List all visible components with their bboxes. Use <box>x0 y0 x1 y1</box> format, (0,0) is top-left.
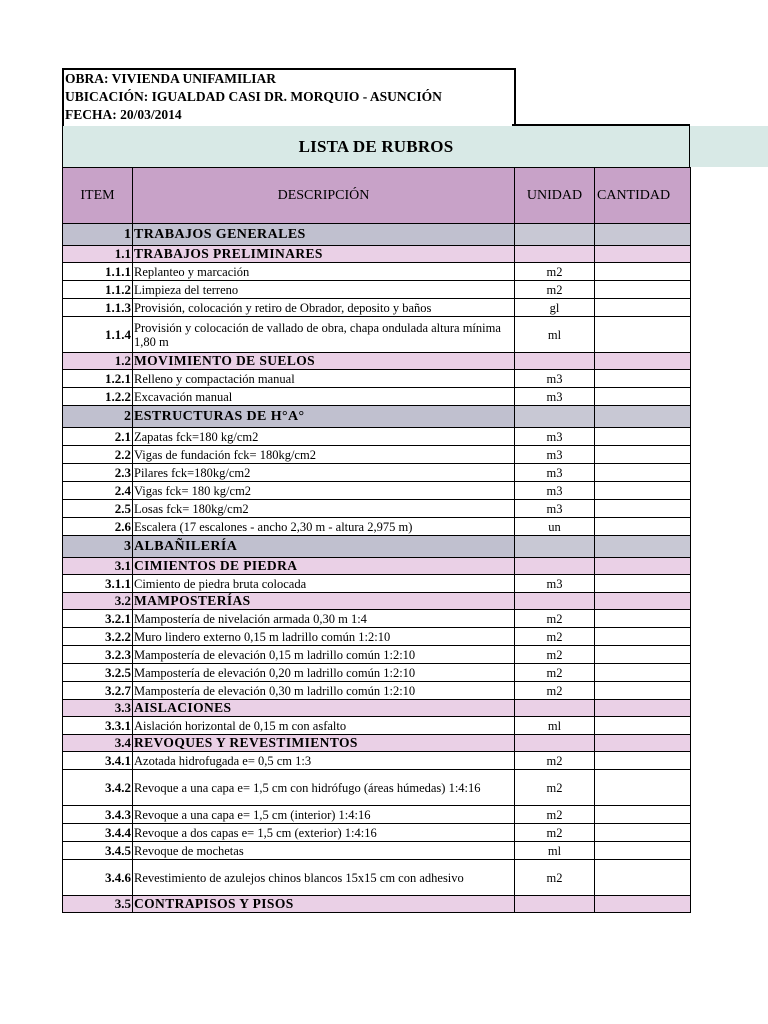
item-number: 3.4.3 <box>63 806 133 824</box>
item-number: 3.2 <box>63 593 133 610</box>
section-row <box>63 896 691 913</box>
item-cantidad <box>595 281 691 299</box>
item-cantidad <box>595 446 691 464</box>
table-row <box>63 646 691 664</box>
item-number: 1.2.2 <box>63 388 133 406</box>
table-row <box>63 628 691 646</box>
item-number: 3.3.1 <box>63 717 133 735</box>
item-number: 3.4.1 <box>63 752 133 770</box>
item-number: 3.4 <box>63 735 133 752</box>
item-cantidad <box>595 610 691 628</box>
item-unit: m3 <box>515 446 595 464</box>
item-unit: ml <box>515 717 595 735</box>
item-cantidad <box>595 593 691 610</box>
item-number: 1.1.1 <box>63 263 133 281</box>
column-header-descripcion: DESCRIPCIÓN <box>133 168 515 224</box>
item-number: 1.2 <box>63 353 133 370</box>
section-row <box>63 700 691 717</box>
item-number: 3.4.4 <box>63 824 133 842</box>
item-description: Relleno y compactación manual <box>133 370 515 388</box>
column-header-item: ITEM <box>63 168 133 224</box>
table-row <box>63 664 691 682</box>
item-number: 2.6 <box>63 518 133 536</box>
table-body <box>63 224 691 913</box>
item-unit: ml <box>515 317 595 353</box>
item-unit: ml <box>515 842 595 860</box>
item-description: Provisión, colocación y retiro de Obrador, deposito y baños <box>133 299 515 317</box>
item-number: 2.5 <box>63 500 133 518</box>
item-number: 3.2.7 <box>63 682 133 700</box>
item-cantidad <box>595 646 691 664</box>
item-cantidad <box>595 664 691 682</box>
item-cantidad <box>595 770 691 806</box>
item-description: TRABAJOS PRELIMINARES <box>133 246 515 263</box>
table-row <box>63 263 691 281</box>
item-description: MOVIMIENTO DE SUELOS <box>133 353 515 370</box>
item-unit: m2 <box>515 610 595 628</box>
item-number: 3.2.1 <box>63 610 133 628</box>
ubicacion-line: UBICACIÓN: IGUALDAD CASI DR. MORQUIO - ASUNCIÓN <box>65 89 442 104</box>
item-number: 3.4.2 <box>63 770 133 806</box>
item-description: Vigas fck= 180 kg/cm2 <box>133 482 515 500</box>
item-cantidad <box>595 353 691 370</box>
item-unit <box>515 536 595 558</box>
item-unit: m2 <box>515 664 595 682</box>
item-number: 1.2.1 <box>63 370 133 388</box>
item-unit <box>515 406 595 428</box>
item-number: 3.1 <box>63 558 133 575</box>
item-cantidad <box>595 628 691 646</box>
table-row <box>63 500 691 518</box>
table-row <box>63 610 691 628</box>
table-row <box>63 281 691 299</box>
item-cantidad <box>595 246 691 263</box>
item-description: Mampostería de nivelación armada 0,30 m 1:4 <box>133 610 515 628</box>
item-unit: gl <box>515 299 595 317</box>
item-cantidad <box>595 482 691 500</box>
section-row <box>63 735 691 752</box>
item-description: AISLACIONES <box>133 700 515 717</box>
item-number: 3.2.2 <box>63 628 133 646</box>
obra-line: OBRA: VIVIENDA UNIFAMILIAR <box>65 71 277 86</box>
item-description: Mampostería de elevación 0,20 m ladrillo común 1:2:10 <box>133 664 515 682</box>
item-description: Vigas de fundación fck= 180kg/cm2 <box>133 446 515 464</box>
item-number: 3.1.1 <box>63 575 133 593</box>
item-cantidad <box>595 500 691 518</box>
item-cantidad <box>595 806 691 824</box>
item-cantidad <box>595 370 691 388</box>
item-number: 1 <box>63 224 133 246</box>
item-description: CIMIENTOS DE PIEDRA <box>133 558 515 575</box>
item-unit <box>515 353 595 370</box>
item-description: Cimiento de piedra bruta colocada <box>133 575 515 593</box>
project-header <box>62 68 516 128</box>
item-cantidad <box>595 558 691 575</box>
item-cantidad <box>595 682 691 700</box>
table-row <box>63 464 691 482</box>
item-description: Pilares fck=180kg/cm2 <box>133 464 515 482</box>
item-description: Revoque a una capa e= 1,5 cm con hidrófugo (áreas húmedas) 1:4:16 <box>133 770 515 806</box>
item-unit: m2 <box>515 806 595 824</box>
item-cantidad <box>595 575 691 593</box>
item-description: Excavación manual <box>133 388 515 406</box>
section-row <box>63 558 691 575</box>
item-description: CONTRAPISOS Y PISOS <box>133 896 515 913</box>
table-row <box>63 770 691 806</box>
table-row <box>63 317 691 353</box>
item-cantidad <box>595 842 691 860</box>
item-cantidad <box>595 824 691 842</box>
item-cantidad <box>595 860 691 896</box>
item-cantidad <box>595 428 691 446</box>
item-unit <box>515 593 595 610</box>
item-cantidad <box>595 406 691 428</box>
item-unit <box>515 735 595 752</box>
item-number: 3.3 <box>63 700 133 717</box>
item-cantidad <box>595 518 691 536</box>
table-row <box>63 482 691 500</box>
item-description: Replanteo y marcación <box>133 263 515 281</box>
item-unit: m3 <box>515 500 595 518</box>
table-row <box>63 842 691 860</box>
section-row <box>63 246 691 263</box>
table-row <box>63 860 691 896</box>
table-row <box>63 682 691 700</box>
item-unit: m2 <box>515 628 595 646</box>
column-header-cantidad: CANTIDAD <box>595 168 691 224</box>
item-cantidad <box>595 299 691 317</box>
section-row <box>63 593 691 610</box>
item-cantidad <box>595 263 691 281</box>
item-description: Limpieza del terreno <box>133 281 515 299</box>
table-row <box>63 575 691 593</box>
item-unit: m3 <box>515 388 595 406</box>
item-description: ESTRUCTURAS DE H°A° <box>133 406 515 428</box>
item-description: Azotada hidrofugada e= 0,5 cm 1:3 <box>133 752 515 770</box>
section-row <box>63 406 691 428</box>
item-description: REVOQUES Y REVESTIMIENTOS <box>133 735 515 752</box>
table-row <box>63 388 691 406</box>
item-cantidad <box>595 896 691 913</box>
item-unit: m2 <box>515 860 595 896</box>
table-row <box>63 370 691 388</box>
item-description: ALBAÑILERÍA <box>133 536 515 558</box>
item-number: 2.1 <box>63 428 133 446</box>
item-number: 2.2 <box>63 446 133 464</box>
table-row <box>63 752 691 770</box>
item-number: 3.5 <box>63 896 133 913</box>
item-unit: m3 <box>515 428 595 446</box>
item-description: Revoque a una capa e= 1,5 cm (interior) 1:4:16 <box>133 806 515 824</box>
item-number: 2.3 <box>63 464 133 482</box>
table-row <box>63 717 691 735</box>
item-description: Zapatas fck=180 kg/cm2 <box>133 428 515 446</box>
item-unit <box>515 558 595 575</box>
item-unit <box>515 246 595 263</box>
item-description: Provisión y colocación de vallado de obra, chapa ondulada altura mínima 1,80 m <box>133 317 515 353</box>
column-header-unidad: UNIDAD <box>515 168 595 224</box>
table-row <box>63 806 691 824</box>
item-cantidad <box>595 735 691 752</box>
item-unit: m2 <box>515 824 595 842</box>
item-description: Losas fck= 180kg/cm2 <box>133 500 515 518</box>
section-row <box>63 536 691 558</box>
item-unit: m2 <box>515 682 595 700</box>
section-row <box>63 224 691 246</box>
table-row <box>63 824 691 842</box>
item-unit: m3 <box>515 575 595 593</box>
item-number: 1.1.3 <box>63 299 133 317</box>
table-row <box>63 299 691 317</box>
item-description: Aislación horizontal de 0,15 m con asfalto <box>133 717 515 735</box>
item-unit <box>515 896 595 913</box>
item-cantidad <box>595 317 691 353</box>
item-cantidad <box>595 224 691 246</box>
item-description: MAMPOSTERÍAS <box>133 593 515 610</box>
item-number: 1.1.2 <box>63 281 133 299</box>
item-number: 1.1 <box>63 246 133 263</box>
item-number: 3.2.3 <box>63 646 133 664</box>
item-description: Escalera (17 escalones - ancho 2,30 m - altura 2,975 m) <box>133 518 515 536</box>
item-cantidad <box>595 388 691 406</box>
item-unit: m2 <box>515 752 595 770</box>
rubros-table <box>62 167 691 913</box>
table-row <box>63 446 691 464</box>
item-unit: m2 <box>515 263 595 281</box>
item-number: 3.4.6 <box>63 860 133 896</box>
item-unit: m3 <box>515 464 595 482</box>
table-row <box>63 428 691 446</box>
item-number: 3.2.5 <box>63 664 133 682</box>
item-description: Mampostería de elevación 0,30 m ladrillo común 1:2:10 <box>133 682 515 700</box>
item-cantidad <box>595 464 691 482</box>
page-title: LISTA DE RUBROS <box>62 126 690 167</box>
table-header-row <box>63 168 691 224</box>
item-unit <box>515 224 595 246</box>
item-unit <box>515 700 595 717</box>
fecha-line: FECHA: 20/03/2014 <box>65 107 182 122</box>
item-description: Revoque de mochetas <box>133 842 515 860</box>
item-number: 3.4.5 <box>63 842 133 860</box>
item-cantidad <box>595 717 691 735</box>
item-description: Revestimiento de azulejos chinos blancos 15x15 cm con adhesivo <box>133 860 515 896</box>
item-description: Revoque a dos capas e= 1,5 cm (exterior) 1:4:16 <box>133 824 515 842</box>
item-unit: un <box>515 518 595 536</box>
item-cantidad <box>595 536 691 558</box>
item-cantidad <box>595 752 691 770</box>
item-unit: m3 <box>515 482 595 500</box>
section-row <box>63 353 691 370</box>
item-number: 3 <box>63 536 133 558</box>
item-unit: m2 <box>515 770 595 806</box>
item-description: Muro lindero externo 0,15 m ladrillo común 1:2:10 <box>133 628 515 646</box>
item-number: 1.1.4 <box>63 317 133 353</box>
item-unit: m2 <box>515 646 595 664</box>
item-number: 2 <box>63 406 133 428</box>
item-description: Mampostería de elevación 0,15 m ladrillo común 1:2:10 <box>133 646 515 664</box>
table-row <box>63 518 691 536</box>
item-cantidad <box>595 700 691 717</box>
item-unit: m3 <box>515 370 595 388</box>
item-description: TRABAJOS GENERALES <box>133 224 515 246</box>
item-unit: m2 <box>515 281 595 299</box>
item-number: 2.4 <box>63 482 133 500</box>
